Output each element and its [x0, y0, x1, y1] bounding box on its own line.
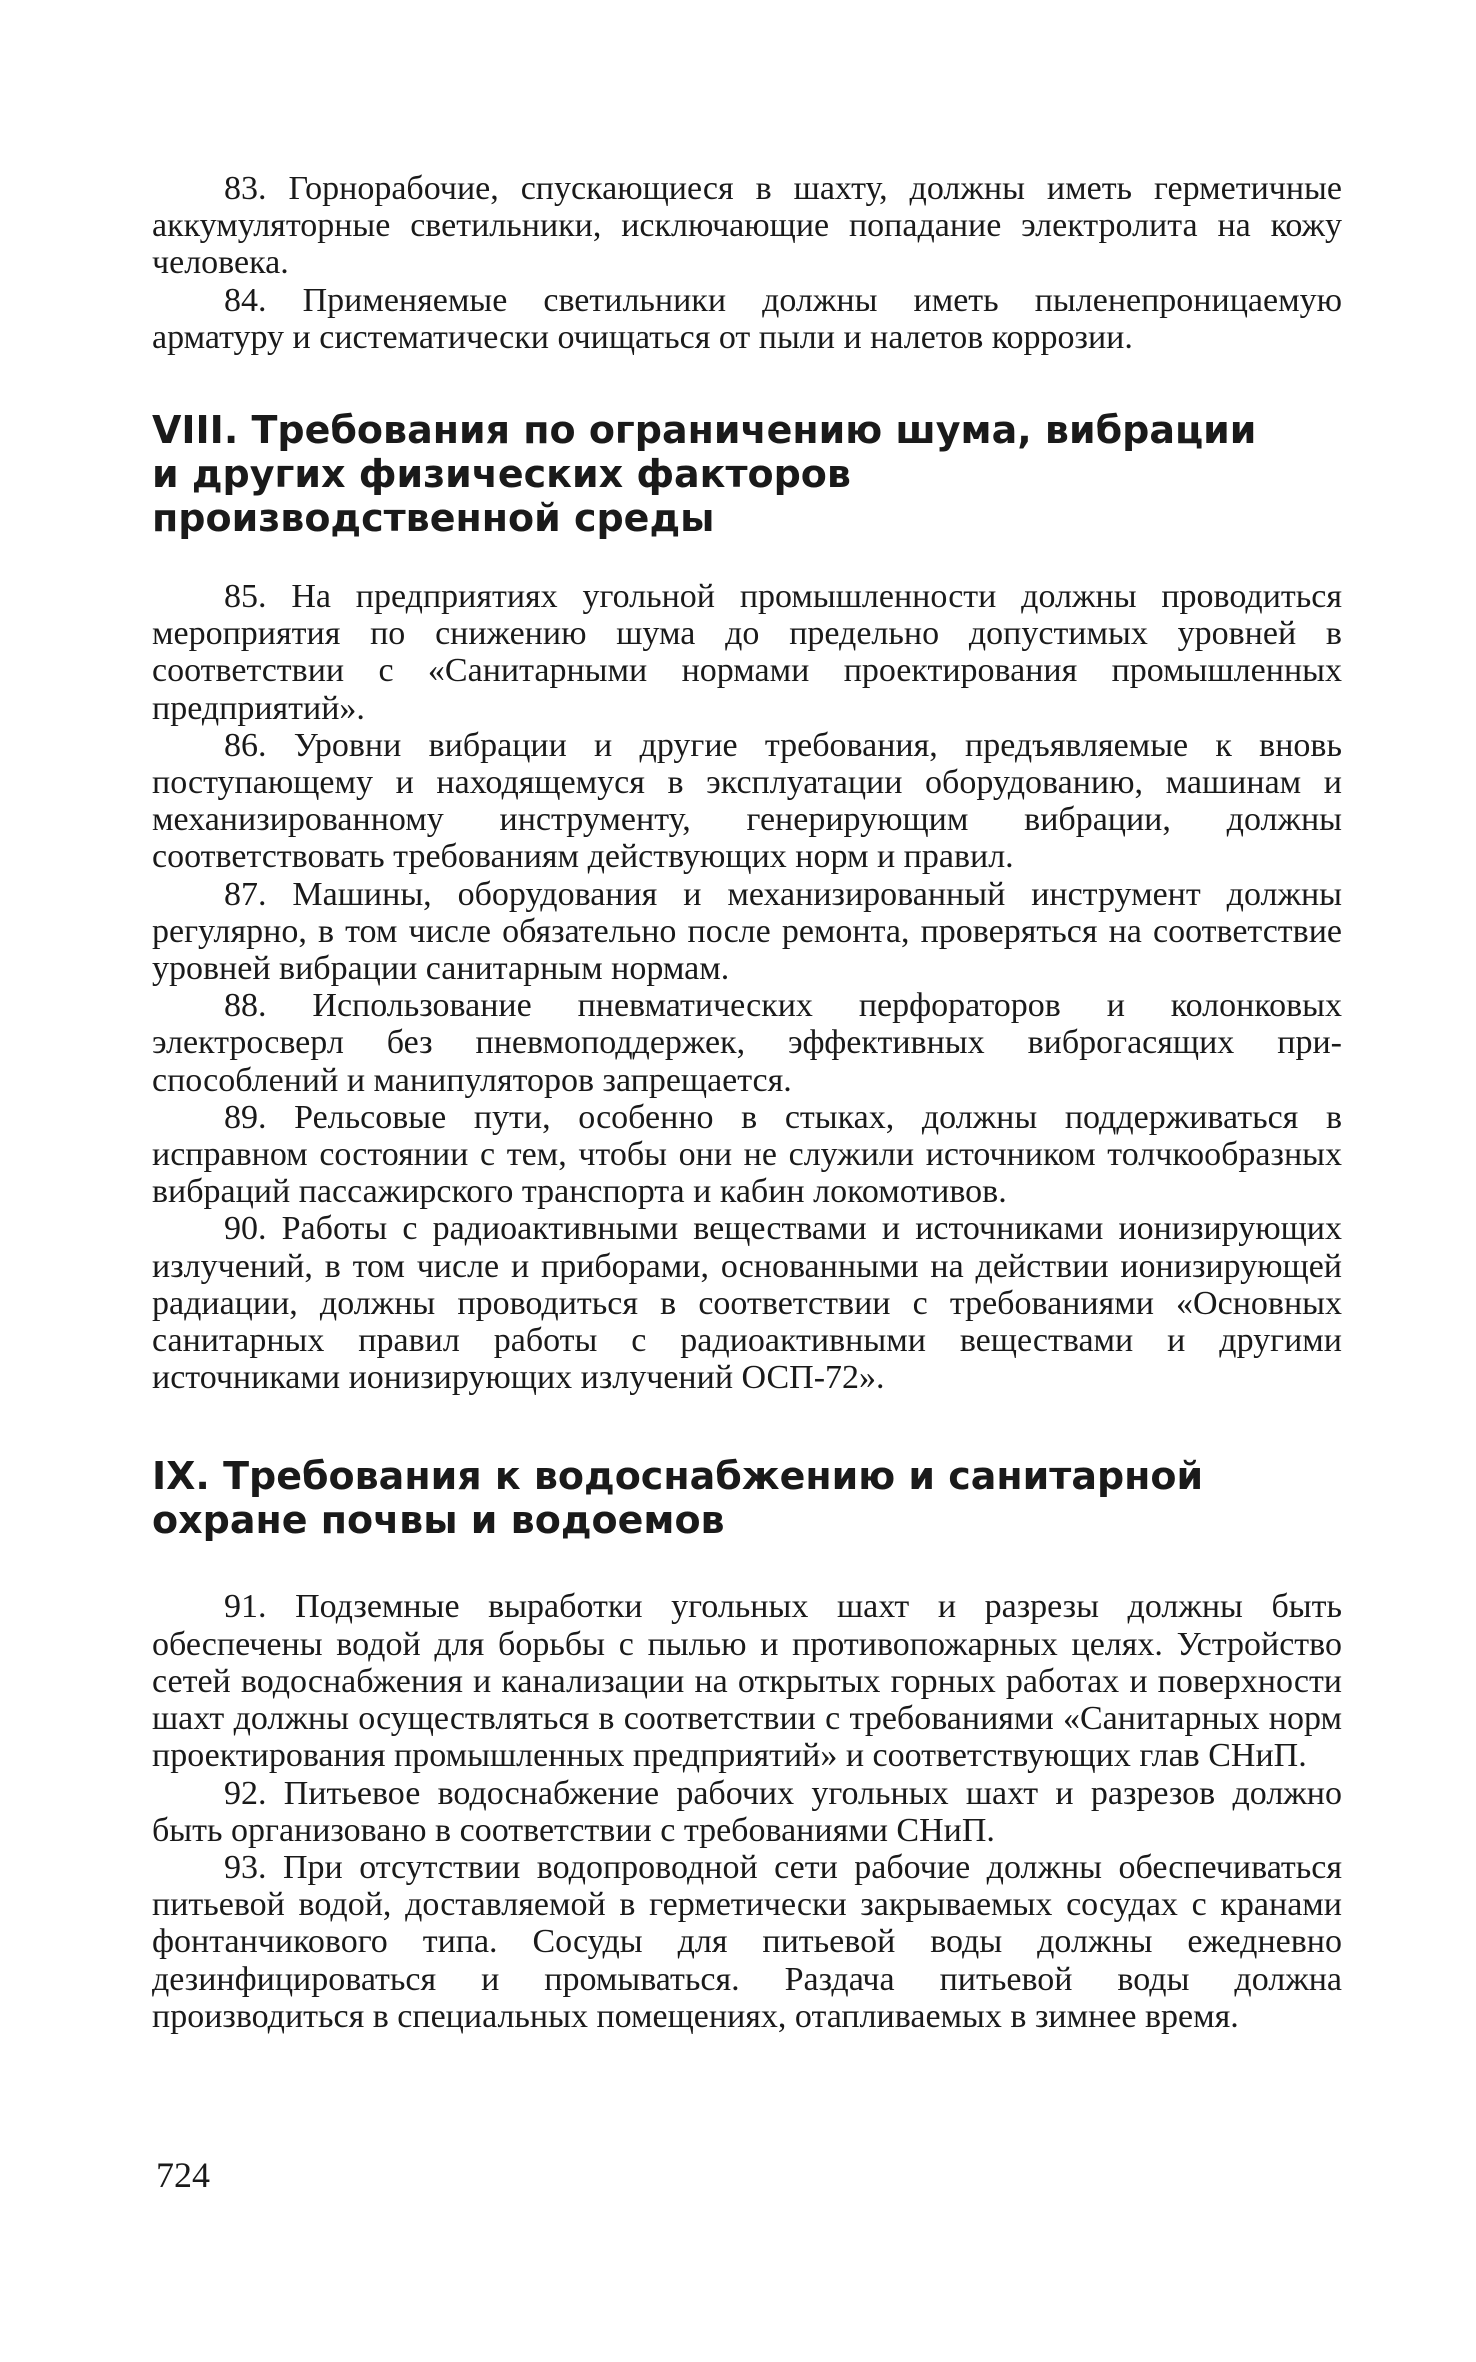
paragraph-92: 92. Питьевое водоснабжение рабочих угольных шахт и разрезов должно быть организовано в соответствии с требованиями СНиП. — [152, 1774, 1342, 1849]
section-8-heading-line: производственной среды — [152, 496, 715, 541]
section-9-heading-line: охране почвы и водоемов — [152, 1498, 725, 1543]
paragraph-83: 83. Горнорабочие, спускающиеся в шахту, должны иметь герметичные аккумуляторные светильники, исключающие попадание электролита на кожу человека. — [152, 170, 1342, 282]
paragraph-84: 84. Применяемые светильники должны иметь пыленепроницаемую арматуру и систематически очищаться от пыли и налетов коррозии. — [152, 281, 1342, 356]
paragraph-93: 93. При отсутствии водопроводной сети рабочие должны обеспечиваться питьевой водой, доставляемой в герметически закрываемых сосудах с кранами фонтанчикового типа. Сосуды для питьевой воды должны ежедневно дезинфицироваться и промываться. Раздача питьевой воды должна производиться в специальных помещениях, отапливаемых в зимнее время. — [152, 1848, 1342, 2035]
paragraph-87: 87. Машины, оборудования и механизированный инструмент должны регулярно, в том числе обязательно после ремонта, проверяться на соответствие уровней вибрации санитарным нормам. — [152, 875, 1342, 988]
paragraph-85: 85. На предприятиях угольной промышленности должны проводиться мероприятия по снижению шума до предельно допустимых уровней в соответствии с «Санитарными нормами проектирования промышленных предприятий». — [152, 578, 1342, 727]
paragraph-90: 90. Работы с радиоактивными веществами и источниками ионизирующих излучений, в том числе и приборами, основанными на действии ионизирующей радиации, должны проводиться в соответствии с требованиями «Основных санитарных правил работы с радиоактивными веществами и другими источниками ионизирующих излучений ОСП-72». — [152, 1210, 1342, 1397]
section-8-heading-line: и других физических факторов — [152, 452, 851, 497]
paragraph-88: 88. Использование пневматических перфораторов и колонковых электросверл без пневмоподдержек, эффективных виброгасящих приспособлений и манипуляторов запрещается. — [152, 987, 1342, 1099]
paragraph-91: 91. Подземные выработки угольных шахт и разрезы должны быть обеспечены водой для борьбы с пылью и противопожарных целях. Устройство сетей водоснабжения и канализации на открытых горных работах и поверхности шахт должны осуществляться в соответствии с требованиями «Санитарных норм проектирования промышленных предприятий» и соответствующих глав СНиП. — [152, 1588, 1342, 1775]
section-9-heading — [152, 1454, 1342, 1542]
paragraph-89: 89. Рельсовые пути, особенно в стыках, должны поддерживаться в исправном состоянии с тем, чтобы они не служили источником толчкообразных вибраций пассажирского транспорта и кабин локомотивов. — [152, 1098, 1342, 1211]
paragraph-86: 86. Уровни вибрации и другие требования, предъявляемые к вновь поступающему и находящемуся в эксплуатации оборудованию, машинам и механизированному инструменту, генерирующим вибрации, должны соответствовать требованиям действующих норм и правил. — [152, 726, 1342, 876]
page-number: 724 — [156, 2155, 210, 2195]
section-9-heading-line: IX. Требования к водоснабжению и санитарной — [152, 1454, 1204, 1499]
section-8-heading — [152, 408, 1342, 540]
section-8-heading-line: VIII. Требования по ограничению шума, вибрации — [152, 408, 1257, 453]
document-page — [152, 170, 1342, 2035]
